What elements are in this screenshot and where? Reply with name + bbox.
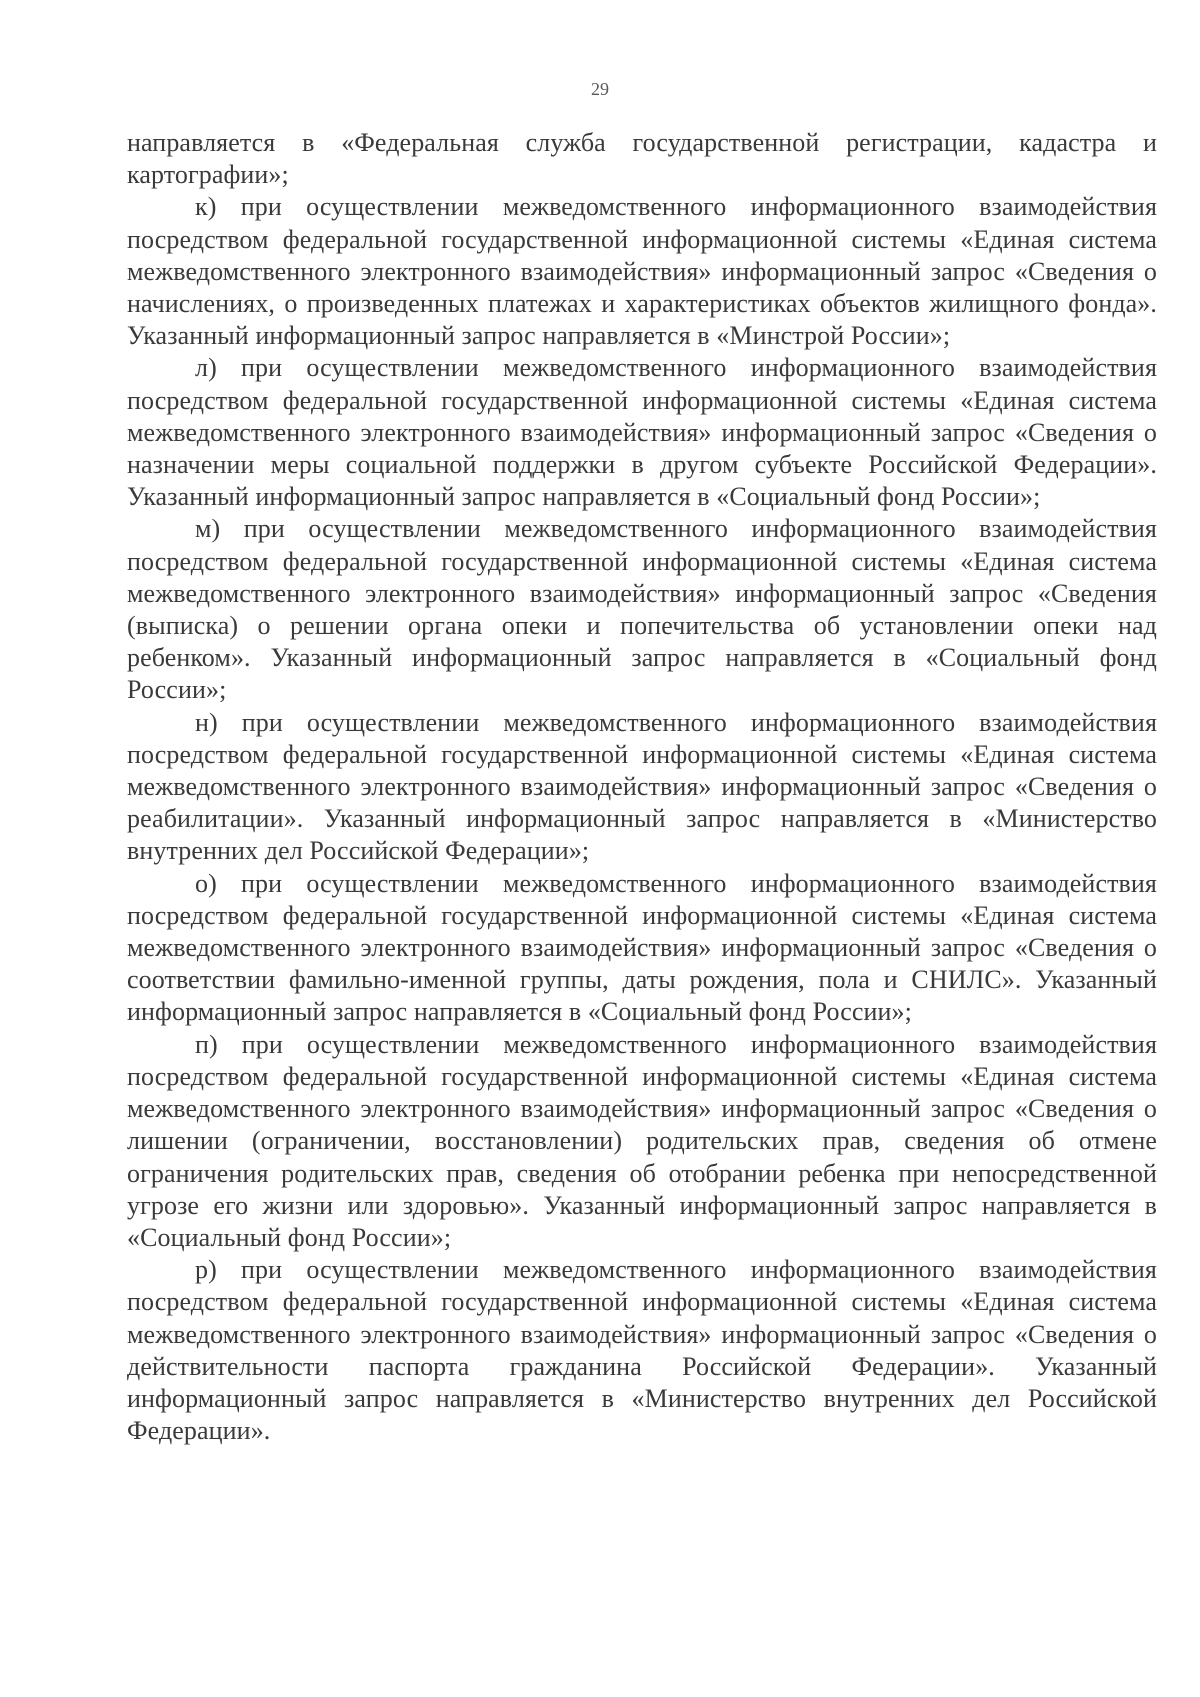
paragraph-item-k: к) при осуществлении межведомственного информационного взаимодействия посредством федеральной государственной информационной системы «Единая система межведомственного электронного взаимодействия» информационный запрос «Сведения о начислениях, о произведенных платежах и характеристиках объектов жилищного фонда». Указанный информационный запрос направляется в «Минстрой России»; (127, 192, 1157, 351)
paragraph-intro: направляется в «Федеральная служба государственной регистрации, кадастра и картографии»; (127, 128, 1157, 190)
paragraph-item-p: п) при осуществлении межведомственного информационного взаимодействия посредством федеральной государственной информационной системы «Единая система межведомственного электронного взаимодействия» информационный запрос «Сведения о лишении (ограничении, восстановлении) родительских прав, сведения об отмене ограничения родительских прав, сведения об отобрании ребенка при непосредственной угрозе его жизни или здоровью». Указанный информационный запрос направляется в «Социальный фонд России»; (127, 1029, 1157, 1252)
page-number: 29 (591, 79, 609, 99)
paragraph-item-r: р) при осуществлении межведомственного информационного взаимодействия посредством федеральной государственной информационной системы «Единая система межведомственного электронного взаимодействия» информационный запрос «Сведения о действительности паспорта гражданина Российской Федерации». Указанный информационный запрос направляется в «Министерство внутренних дел Российской Федерации». (127, 1255, 1157, 1446)
paragraph-item-n: н) при осуществлении межведомственного информационного взаимодействия посредством федеральной государственной информационной системы «Единая система межведомственного электронного взаимодействия» информационный запрос «Сведения о реабилитации». Указанный информационный запрос направляется в «Министерство внутренних дел Российской Федерации»; (127, 707, 1157, 866)
paragraph-item-l: л) при осуществлении межведомственного информационного взаимодействия посредством федеральной государственной информационной системы «Единая система межведомственного электронного взаимодействия» информационный запрос «Сведения о назначении меры социальной поддержки в другом субъекте Российской Федерации». Указанный информационный запрос направляется в «Социальный фонд России»; (127, 353, 1157, 512)
paragraph-item-o: о) при осуществлении межведомственного информационного взаимодействия посредством федеральной государственной информационной системы «Единая система межведомственного электронного взаимодействия» информационный запрос «Сведения о соответствии фамильно-именной группы, даты рождения, пола и СНИЛС». Указанный информационный запрос направляется в «Социальный фонд России»; (127, 868, 1157, 1027)
document-body (127, 127, 1157, 1447)
paragraph-item-m: м) при осуществлении межведомственного информационного взаимодействия посредством федеральной государственной информационной системы «Единая система межведомственного электронного взаимодействия» информационный запрос «Сведения (выписка) о решении органа опеки и попечительства об установлении опеки над ребенком». Указанный информационный запрос направляется в «Социальный фонд России»; (127, 514, 1157, 705)
